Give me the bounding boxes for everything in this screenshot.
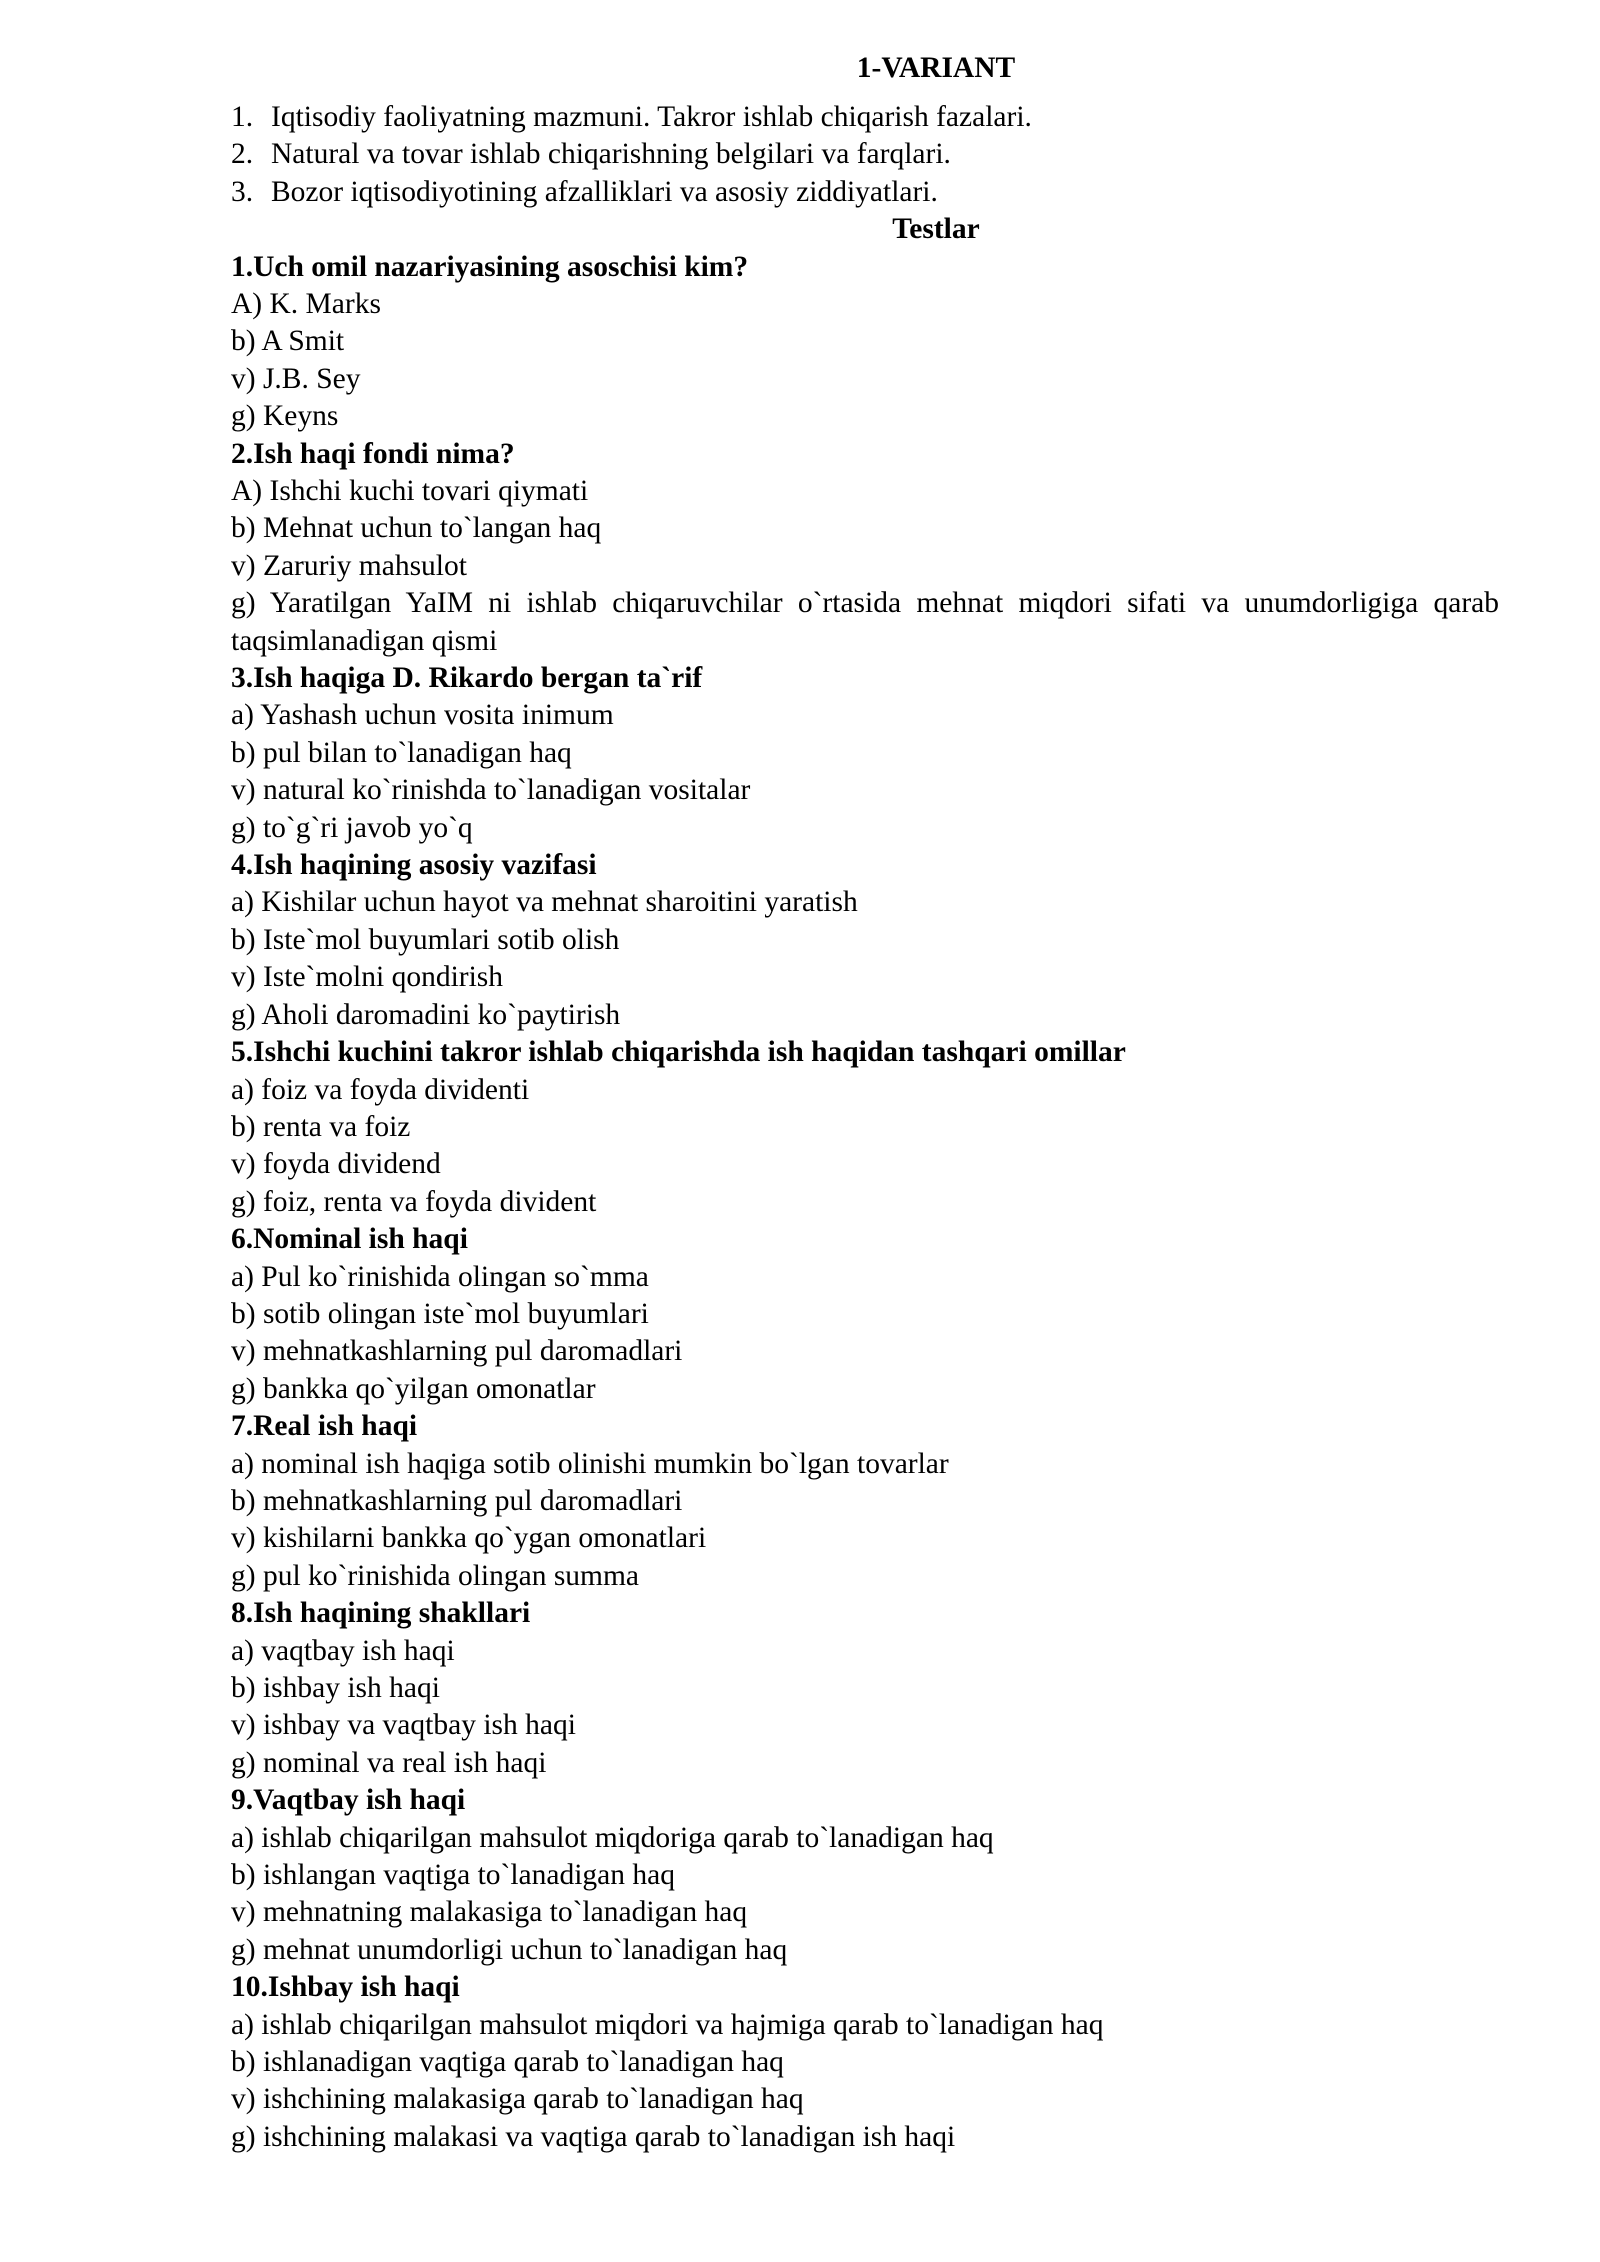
question-block xyxy=(231,847,1499,1034)
tests-heading: Testlar xyxy=(892,213,980,246)
topic-text: Natural va tovar ishlab chiqarishning belgilari va farqlari. xyxy=(271,138,951,171)
answer-option: v) ishchining malakasiga qarab to`lanadigan haq xyxy=(231,2083,804,2116)
question-block xyxy=(231,660,1499,847)
question-title: 1.Uch omil nazariyasining asoschisi kim? xyxy=(231,250,749,283)
question-block xyxy=(231,1408,1499,1595)
question-block xyxy=(231,249,1499,436)
question-title: 9.Vaqtbay ish haqi xyxy=(231,1784,466,1817)
answer-option: g) Aholi daromadini ko`paytirish xyxy=(231,998,621,1031)
variant-title: 1-VARIANT xyxy=(856,52,1016,84)
answer-option: v) Zaruriy mahsulot xyxy=(231,549,467,582)
answer-option: a) Pul ko`rinishida olingan so`mma xyxy=(231,1260,649,1293)
question-title: 4.Ish haqining asosiy vazifasi xyxy=(231,849,597,882)
answer-option: g) Yaratilgan YaIM ni ishlab chiqaruvchilar o`rtasida mehnat miqdori sifati va unumdorligiga qarab taqsimlanadigan qismi xyxy=(231,587,1499,657)
answer-option: g) bankka qo`yilgan omonatlar xyxy=(231,1372,596,1405)
topic-number: 3. xyxy=(231,175,254,208)
answer-option: b) sotib olingan iste`mol buyumlari xyxy=(231,1297,649,1330)
question-block xyxy=(231,1221,1499,1408)
answer-option: b) Mehnat uchun to`langan haq xyxy=(231,512,602,545)
answer-option: g) nominal va real ish haqi xyxy=(231,1746,547,1779)
topic-item xyxy=(231,99,1499,136)
answer-option: g) pul ko`rinishida olingan summa xyxy=(231,1559,640,1592)
answer-option: a) Kishilar uchun hayot va mehnat sharoitini yaratish xyxy=(231,886,858,919)
topics-list xyxy=(231,99,1499,211)
question-title: 5.Ishchi kuchini takror ishlab chiqarishda ish haqidan tashqari omillar xyxy=(231,1036,1126,1069)
answer-option: b) ishlangan vaqtiga to`lanadigan haq xyxy=(231,1859,675,1892)
answer-option: a) Yashash uchun vosita inimum xyxy=(231,699,614,732)
question-title: 7.Real ish haqi xyxy=(231,1410,418,1443)
question-title: 6.Nominal ish haqi xyxy=(231,1223,468,1256)
answer-option: v) foyda dividend xyxy=(231,1148,441,1181)
answer-option: b) A Smit xyxy=(231,325,345,358)
questions-list xyxy=(231,249,1499,2157)
document-page xyxy=(231,50,1499,2156)
topic-number: 2. xyxy=(231,138,254,171)
topic-item xyxy=(231,136,1499,173)
answer-option: g) Keyns xyxy=(231,400,339,433)
question-title: 2.Ish haqi fondi nima? xyxy=(231,437,515,470)
answer-option: a) vaqtbay ish haqi xyxy=(231,1634,455,1667)
answer-option: a) ishlab chiqarilgan mahsulot miqdori va hajmiga qarab to`lanadigan haq xyxy=(231,2008,1104,2041)
answer-option: b) ishbay ish haqi xyxy=(231,1672,440,1704)
answer-option: v) mehnatkashlarning pul daromadlari xyxy=(231,1335,683,1368)
question-block xyxy=(231,1782,1499,1969)
answer-option: g) foiz, renta va foyda divident xyxy=(231,1185,597,1218)
topic-item xyxy=(231,174,1499,211)
topic-text: Bozor iqtisodiyotining afzalliklari va asosiy ziddiyatlari. xyxy=(271,175,938,208)
question-title: 3.Ish haqiga D. Rikardo bergan ta`rif xyxy=(231,662,703,695)
answer-option: g) to`g`ri javob yo`q xyxy=(231,811,473,844)
answer-option: a) nominal ish haqiga sotib olinishi mumkin bo`lgan tovarlar xyxy=(231,1447,949,1480)
topic-number: 1. xyxy=(231,101,254,133)
answer-option: b) pul bilan to`lanadigan haq xyxy=(231,736,572,769)
answer-option: b) renta va foiz xyxy=(231,1110,411,1143)
answer-option: b) mehnatkashlarning pul daromadlari xyxy=(231,1484,683,1517)
answer-option: v) J.B. Sey xyxy=(231,362,361,395)
answer-option: g) mehnat unumdorligi uchun to`lanadigan haq xyxy=(231,1933,788,1966)
answer-option: v) mehnatning malakasiga to`lanadigan haq xyxy=(231,1896,748,1929)
question-title: 10.Ishbay ish haqi xyxy=(231,1971,460,2004)
question-title: 8.Ish haqining shakllari xyxy=(231,1597,531,1630)
answer-option: A) Ishchi kuchi tovari qiymati xyxy=(231,475,589,507)
answer-option: g) ishchining malakasi va vaqtiga qarab to`lanadigan ish haqi xyxy=(231,2120,956,2153)
answer-option: v) Iste`molni qondirish xyxy=(231,961,504,994)
answer-option: a) foiz va foyda dividenti xyxy=(231,1073,530,1106)
answer-option: A) K. Marks xyxy=(231,287,381,320)
answer-option: v) ishbay va vaqtbay ish haqi xyxy=(231,1709,576,1742)
answer-option: v) natural ko`rinishda to`lanadigan vositalar xyxy=(231,774,751,807)
answer-option: v) kishilarni bankka qo`ygan omonatlari xyxy=(231,1522,707,1555)
question-block xyxy=(231,1969,1499,2156)
topic-text: Iqtisodiy faoliyatning mazmuni. Takror ishlab chiqarish fazalari. xyxy=(271,101,1032,133)
answer-option: b) Iste`mol buyumlari sotib olish xyxy=(231,923,620,956)
answer-option: a) ishlab chiqarilgan mahsulot miqdoriga qarab to`lanadigan haq xyxy=(231,1821,994,1854)
question-block xyxy=(231,1595,1499,1782)
question-block xyxy=(231,1034,1499,1221)
answer-option: b) ishlanadigan vaqtiga qarab to`lanadigan haq xyxy=(231,2046,784,2079)
question-block xyxy=(231,436,1499,660)
